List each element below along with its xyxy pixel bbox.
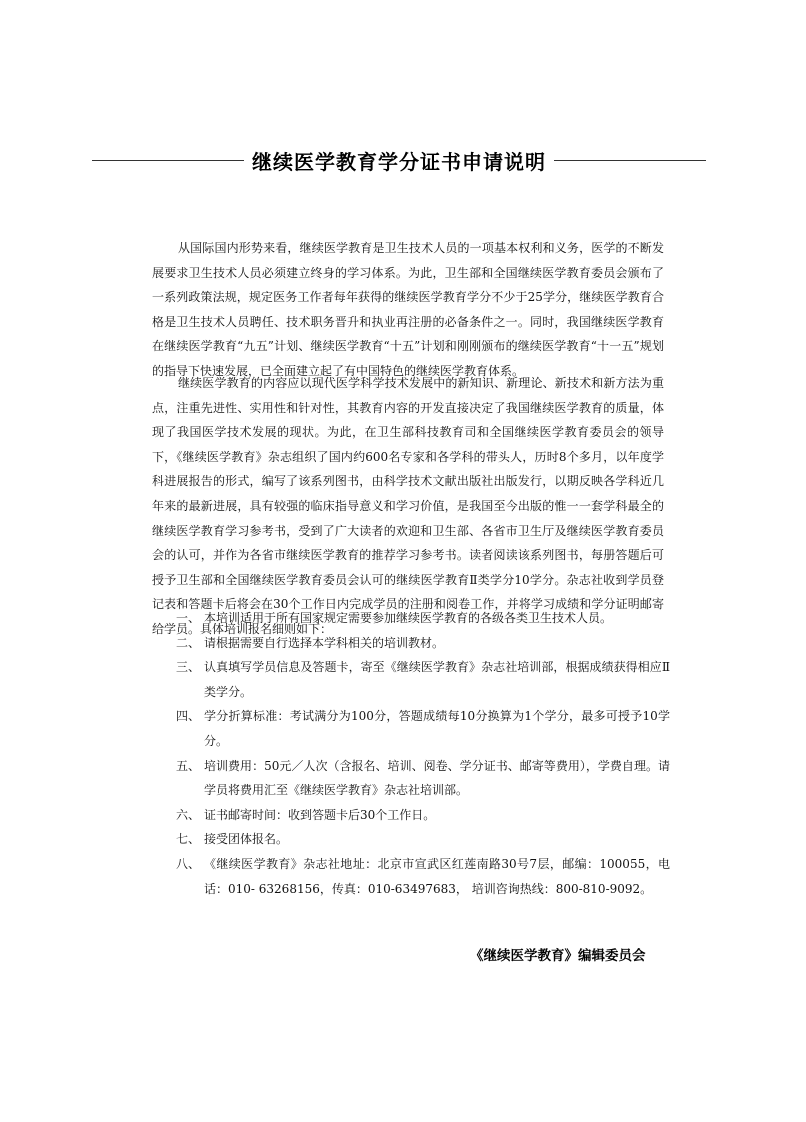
rule-item	[176, 704, 670, 753]
rule-number: 五、	[176, 758, 201, 773]
rule-item	[176, 655, 670, 704]
title-row	[92, 140, 706, 180]
rule-text: 本培训适用于所有国家规定需要参加继续医学教育的各级各类卫生技术人员。	[204, 611, 613, 625]
rule-item	[176, 852, 670, 901]
rule-number: 六、	[176, 807, 201, 822]
rule-item	[176, 631, 670, 656]
rule-number: 七、	[176, 832, 201, 847]
rule-number: 八、	[176, 856, 201, 871]
signature: 《继续医学教育》编辑委员会	[470, 948, 646, 964]
rule-number: 四、	[176, 709, 201, 724]
document-title: 继续医学教育学分证书申请说明	[252, 149, 546, 174]
rule-item	[176, 754, 670, 803]
rule-number: 二、	[176, 635, 201, 650]
intro-paragraph: 从国际国内形势来看，继续医学教育是卫生技术人员的一项基本权利和义务，医学的不断发展要求卫生技术人员必须建立终身的学习体系。为此，卫生部和全国继续医学教育委员会颁布了一系列政策法规，规定医务工作者每年获得的继续医学教育学分不少于25学分，继续医学教育合格是卫生技术人员聘任、技术职务晋升和执业再注册的必备条件之一。同时，我国继续医学教育在继续医学教育“九五”计划、继续医学教育“十五”计划和刚刚颁布的继续医学教育“十一五”规划的指导下快速发展，已全面建立起了有中国特色的继续医学教育体系。	[152, 241, 664, 378]
rule-item	[176, 827, 670, 852]
rule-item	[176, 803, 670, 828]
rule-text: 学分折算标准：考试满分为100分，答题成绩每10分换算为1个学分，最多可授予10学分。	[204, 709, 670, 748]
rule-text: 请根据需要自行选择本学科相关的培训教材。	[204, 635, 445, 650]
rule-number: 一、	[176, 611, 201, 625]
rule-text: 《继续医学教育》杂志社地址：北京市宣武区红莲南路30号7层，邮编：100055，电话：010- 63268156，传真：010-63497683， 培训咨询热线：800-810-9092。	[204, 856, 670, 896]
content-paragraph: 继续医学教育的内容应以现代医学科学技术发展中的新知识、新理论、新技术和新方法为重点，注重先进性、实用性和针对性，其教育内容的开发直接决定了我国继续医学教育的质量，体现了我国医学技术发展的现状。为此，在卫生部科技教育司和全国继续医学教育委员会的领导下，《继续医学教育》杂志组织了国内约600名专家和各学科的带头人，历时8个多月，以年度学科进展报告的形式，编写了该系列图书，由科学技术文献出版社出版发行，以期反映各学科近几年来的最新进展，具有较强的临床指导意义和学习价值，是我国至今出版的惟一一套学科最全的继续医学教育学习参考书，受到了广大读者的欢迎和卫生部、各省市卫生厅及继续医学教育委员会的认可，并作为各省市继续医学教育的推荐学习参考书。读者阅读该系列图书，每册答题后可授予卫生部和全国继续医学教育委员会认可的继续医学教育Ⅱ类学分10学分。杂志社收到学员登记表和答题卡后将会在30个工作日内完成学员的注册和阅卷工作，并将学习成绩和学分证明邮寄给学员。具体培训报名细则如下：	[152, 376, 664, 636]
rule-text: 证书邮寄时间：收到答题卡后30个工作日。	[204, 807, 436, 822]
rule-text: 认真填写学员信息及答题卡，寄至《继续医学教育》杂志社培训部，根据成绩获得相应Ⅱ类学分。	[204, 660, 670, 699]
rule-number: 三、	[176, 660, 201, 675]
rule-item	[176, 606, 670, 631]
title-rule-left	[92, 160, 244, 161]
rule-text: 接受团体报名。	[204, 832, 289, 847]
rules-list	[176, 606, 670, 901]
rule-text: 培训费用：50元／人次（含报名、培训、阅卷、学分证书、邮寄等费用），学费自理。请学员将费用汇至《继续医学教育》杂志社培训部。	[204, 758, 670, 798]
title-rule-right	[554, 160, 706, 161]
